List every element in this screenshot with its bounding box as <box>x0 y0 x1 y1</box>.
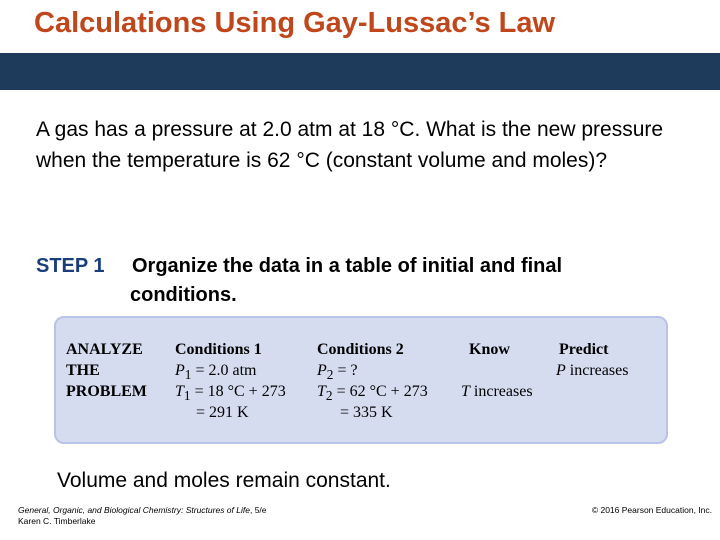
header-conditions-2: Conditions 2 <box>317 341 404 358</box>
slide-title: Calculations Using Gay-Lussac’s Law <box>34 7 556 39</box>
know-value: T increases <box>461 383 533 400</box>
header-know: Know <box>469 341 510 358</box>
conditions1-pressure: $P_1 = 2.0$ atm <box>175 362 257 383</box>
conditions1-temperature: $T_1 = 18$ °C + 273 <box>175 383 286 404</box>
step-text-line2: conditions. <box>130 284 237 306</box>
title-bar <box>0 53 720 90</box>
header-predict: Predict <box>559 341 609 358</box>
predict-value: P increases <box>556 362 629 379</box>
book-edition: , 5/e <box>249 505 267 515</box>
step-text-line1: Organize the data in a table of initial and final <box>132 255 563 277</box>
row-header-analyze: ANALYZE <box>66 341 143 358</box>
conditions1-temperature-kelvin: = 291 K <box>196 404 249 421</box>
conditions2-temperature: $T_2 = 62$ °C + 273 <box>317 383 428 404</box>
step-label: STEP 1 <box>36 255 105 277</box>
footer-copyright: © 2016 Pearson Education, Inc. <box>591 505 712 515</box>
book-author: Karen C. Timberlake <box>18 516 96 526</box>
footer-citation <box>18 505 267 527</box>
constant-note: Volume and moles remain constant. <box>57 469 391 492</box>
problem-statement: A gas has a pressure at 2.0 atm at 18 °C. What is the new pressure when the temperature is 62 °C (constant volume and moles)? <box>36 118 664 172</box>
row-header-the: THE <box>66 362 100 379</box>
analyze-problem-box <box>54 316 668 444</box>
conditions2-pressure: $P_2$ = ? <box>317 362 358 383</box>
conditions2-temperature-kelvin: = 335 K <box>340 404 393 421</box>
row-header-problem: PROBLEM <box>66 383 147 400</box>
book-title: General, Organic, and Biological Chemistry: Structures of Life <box>18 505 250 515</box>
header-conditions-1: Conditions 1 <box>175 341 262 358</box>
step-1 <box>36 252 563 306</box>
